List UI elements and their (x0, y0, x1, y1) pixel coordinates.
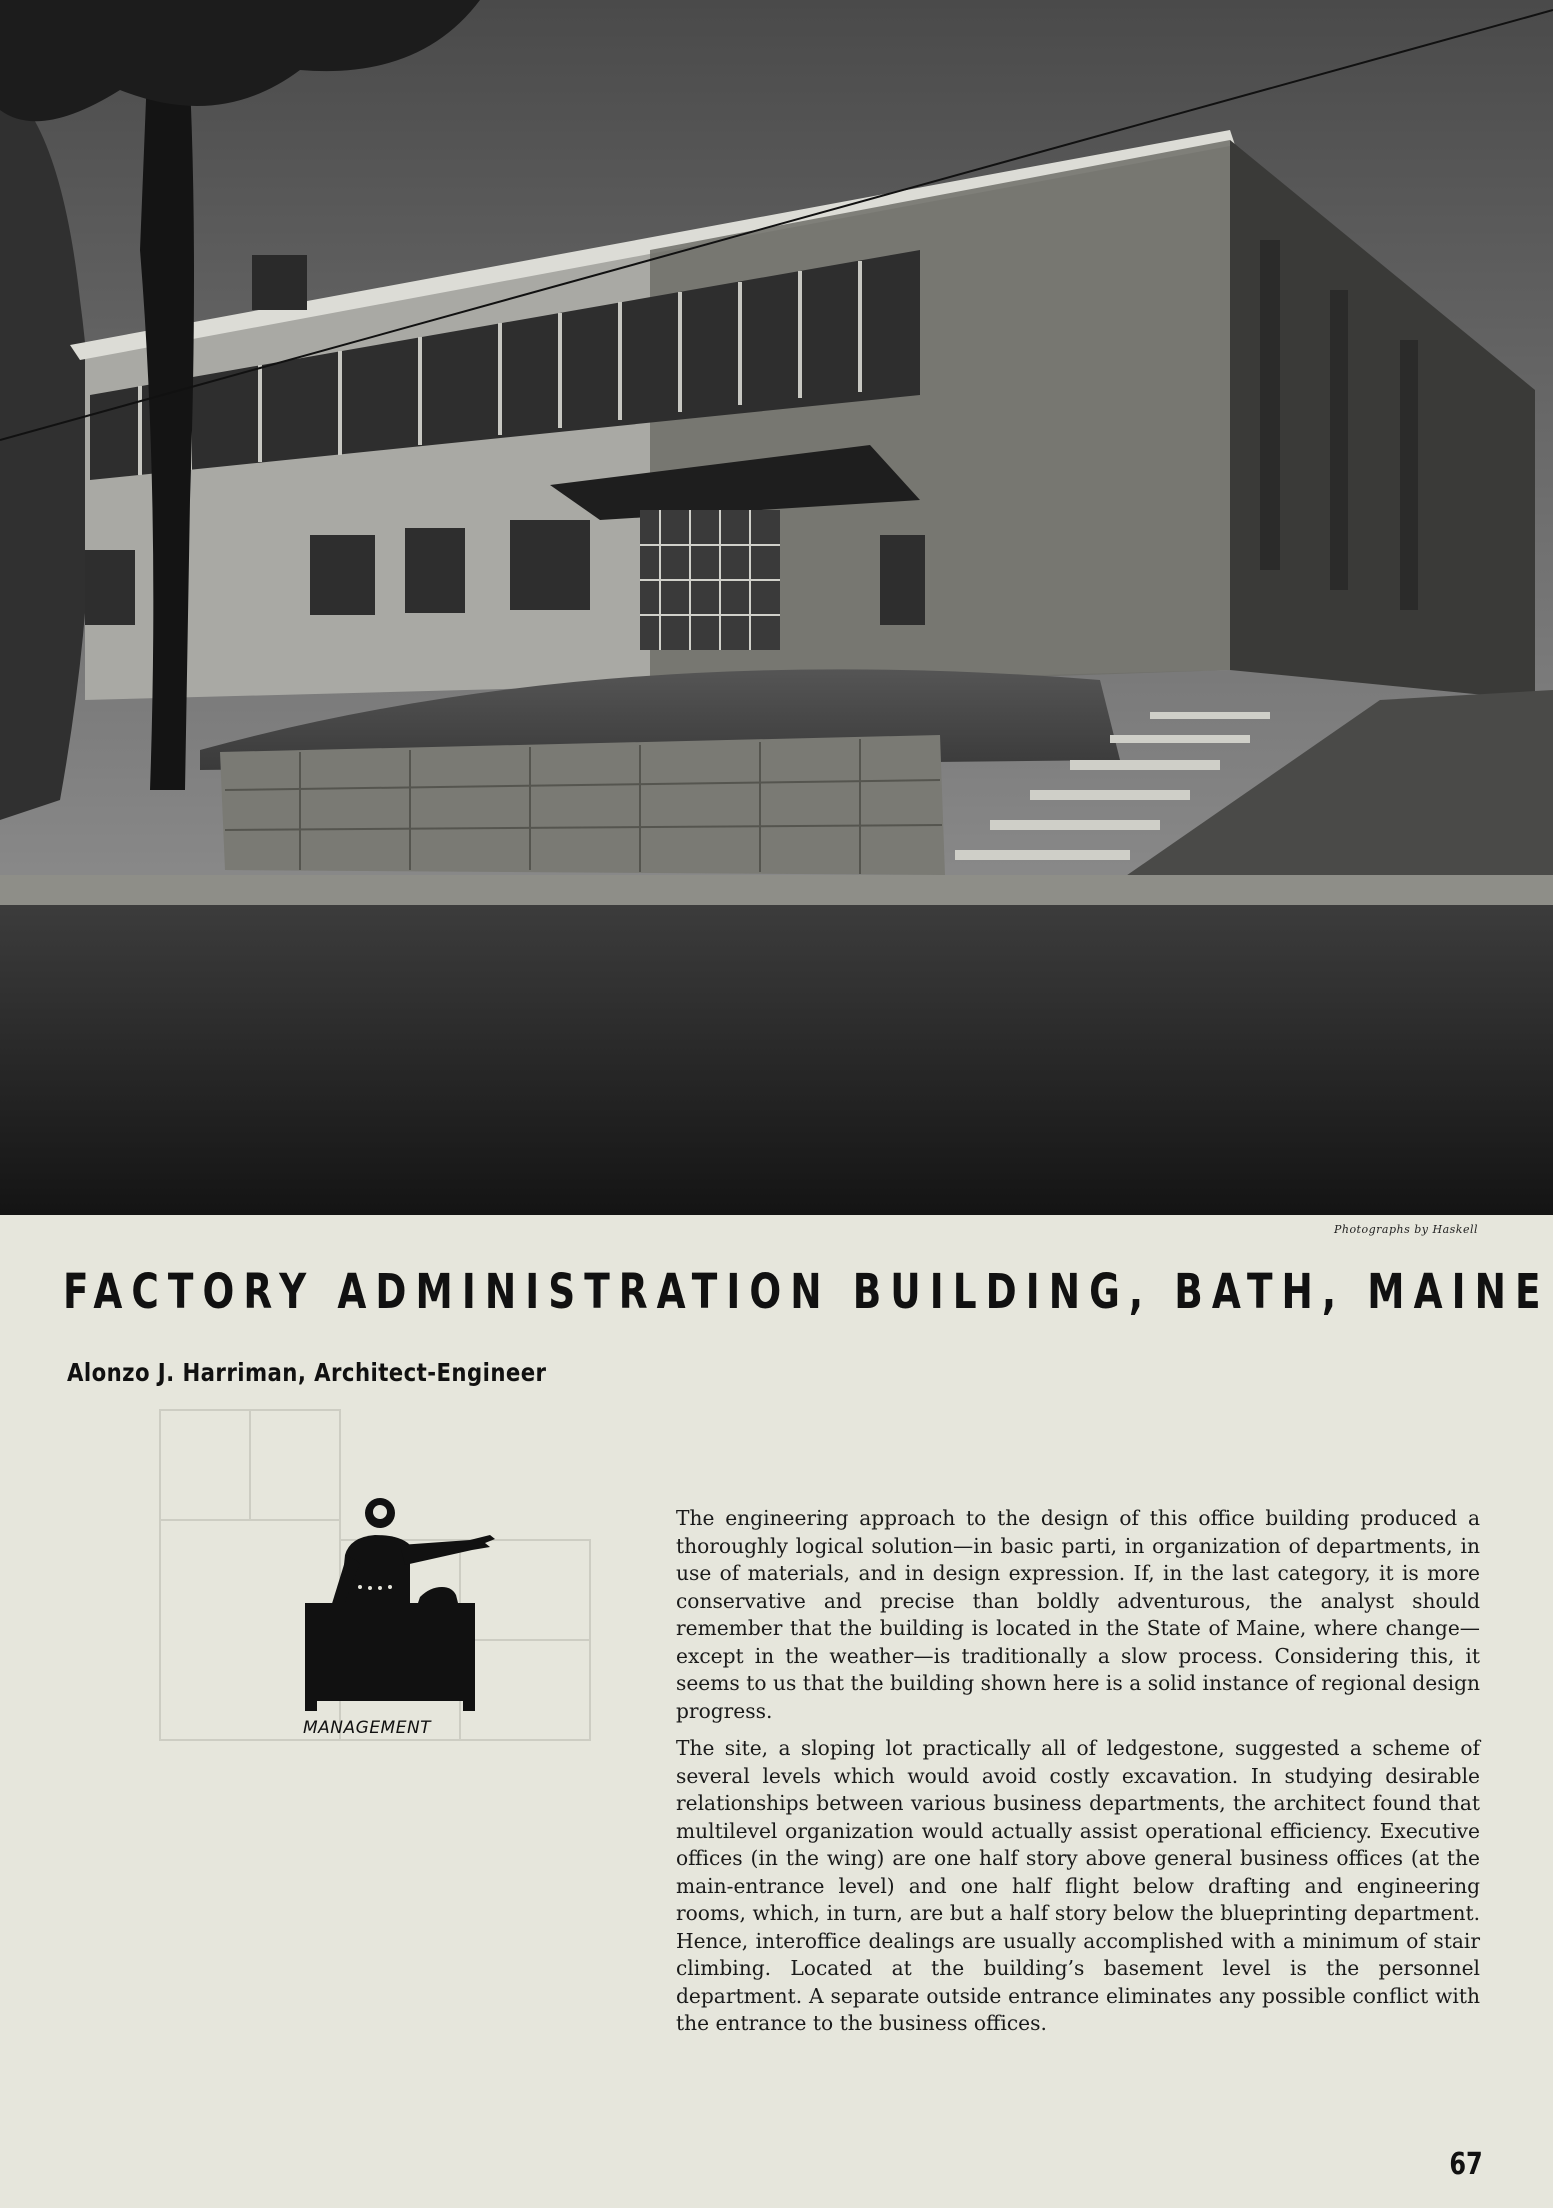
management-pictograph (290, 1495, 510, 1720)
article-title: FACTORY ADMINISTRATION BUILDING, BATH, MAINE (63, 1264, 1550, 1320)
telephone-icon (418, 1587, 458, 1603)
paragraph-1: The engineering approach to the design of this office building produced a thoroughly logical solution—in basic parti, in organization of departments, in use of materials, and in design expression. If, in the last category, it is more conservative and precise than boldly adventurous, the analyst should remember that the building is located in the State of Maine, where change—except in the weather—is traditionally a slow process. Considering this, it seems to us that the building shown here is a solid instance of regional design progress. (676, 1506, 1480, 1723)
article-body (676, 1505, 1480, 2048)
paragraph-2: The site, a sloping lot practically all of ledgestone, suggested a scheme of several levels which would avoid costly excavation. In studying desirable relationships between various business departments, the architect found that multilevel organization would actually assist operational efficiency. Executive offices (in the wing) are one half story above general business offices (at the main-entrance level) and one half flight below drafting and engineering rooms, which, in turn, are but a half story below the blueprinting department. Hence, interoffice dealings are usually accomplished with a minimum of stair climbing. Located at the building’s basement level is the personnel department. A separate outside entrance eliminates any possible conflict with the entrance to the business offices. (676, 1736, 1480, 2035)
figure-pointing-arm (400, 1535, 495, 1565)
page-number: 67 (1449, 2147, 1483, 2182)
desk (305, 1603, 475, 1701)
article-byline: Alonzo J. Harriman, Architect-Engineer (67, 1358, 547, 1387)
management-label: MANAGEMENT (303, 1718, 432, 1738)
photo-credit: Photographs by Haskell (1333, 1223, 1478, 1236)
